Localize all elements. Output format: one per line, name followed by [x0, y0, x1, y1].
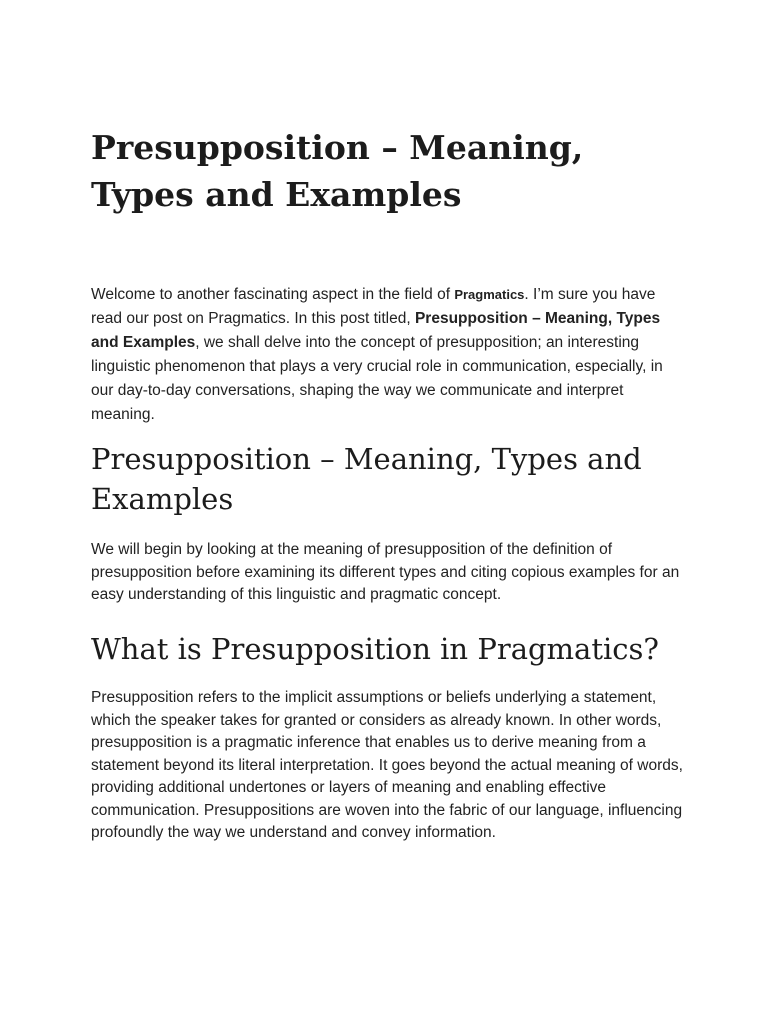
- section-paragraph-meaning: We will begin by looking at the meaning of presupposition of the definition of presupposition before examining its different types and citing copious examples for an easy understanding of this linguistic and pragmatic concept.: [91, 541, 680, 603]
- intro-paragraph: [91, 283, 683, 427]
- intro-text-3: , we shall delve into the concept of presupposition; an interesting linguistic phenomenon that plays a very crucial role in communication, especially, in our day-to-day conversations, shaping the way we communicate and interpret meaning.: [91, 334, 663, 423]
- section-heading-what-is: What is Presupposition in Pragmatics?: [91, 632, 659, 666]
- section-heading-meaning: Presupposition – Meaning, Types and Examples: [91, 442, 642, 516]
- article-title: Presupposition – Meaning, Types and Examples: [91, 128, 584, 214]
- pragmatics-link[interactable]: Pragmatics: [454, 287, 525, 302]
- intro-text-2: . I’m sure you have read our post on Pragmatics. In this post titled,: [91, 286, 656, 327]
- intro-text-1: Welcome to another fascinating aspect in the field of: [91, 286, 455, 303]
- intro-bold-title: Presupposition – Meaning, Types and Examples: [91, 310, 661, 351]
- section-paragraph-what-is: Presupposition refers to the implicit assumptions or beliefs underlying a statement, which the speaker takes for granted or considers as already known. In other words, presupposition is a pragmatic inference that enables us to derive meaning from a statement beyond its literal interpretation. It goes beyond the actual meaning of words, providing additional undertones or layers of meaning and enabling effective communication. Presuppositions are woven into the fabric of our language, influencing profoundly the way we understand and convey information.: [91, 689, 683, 841]
